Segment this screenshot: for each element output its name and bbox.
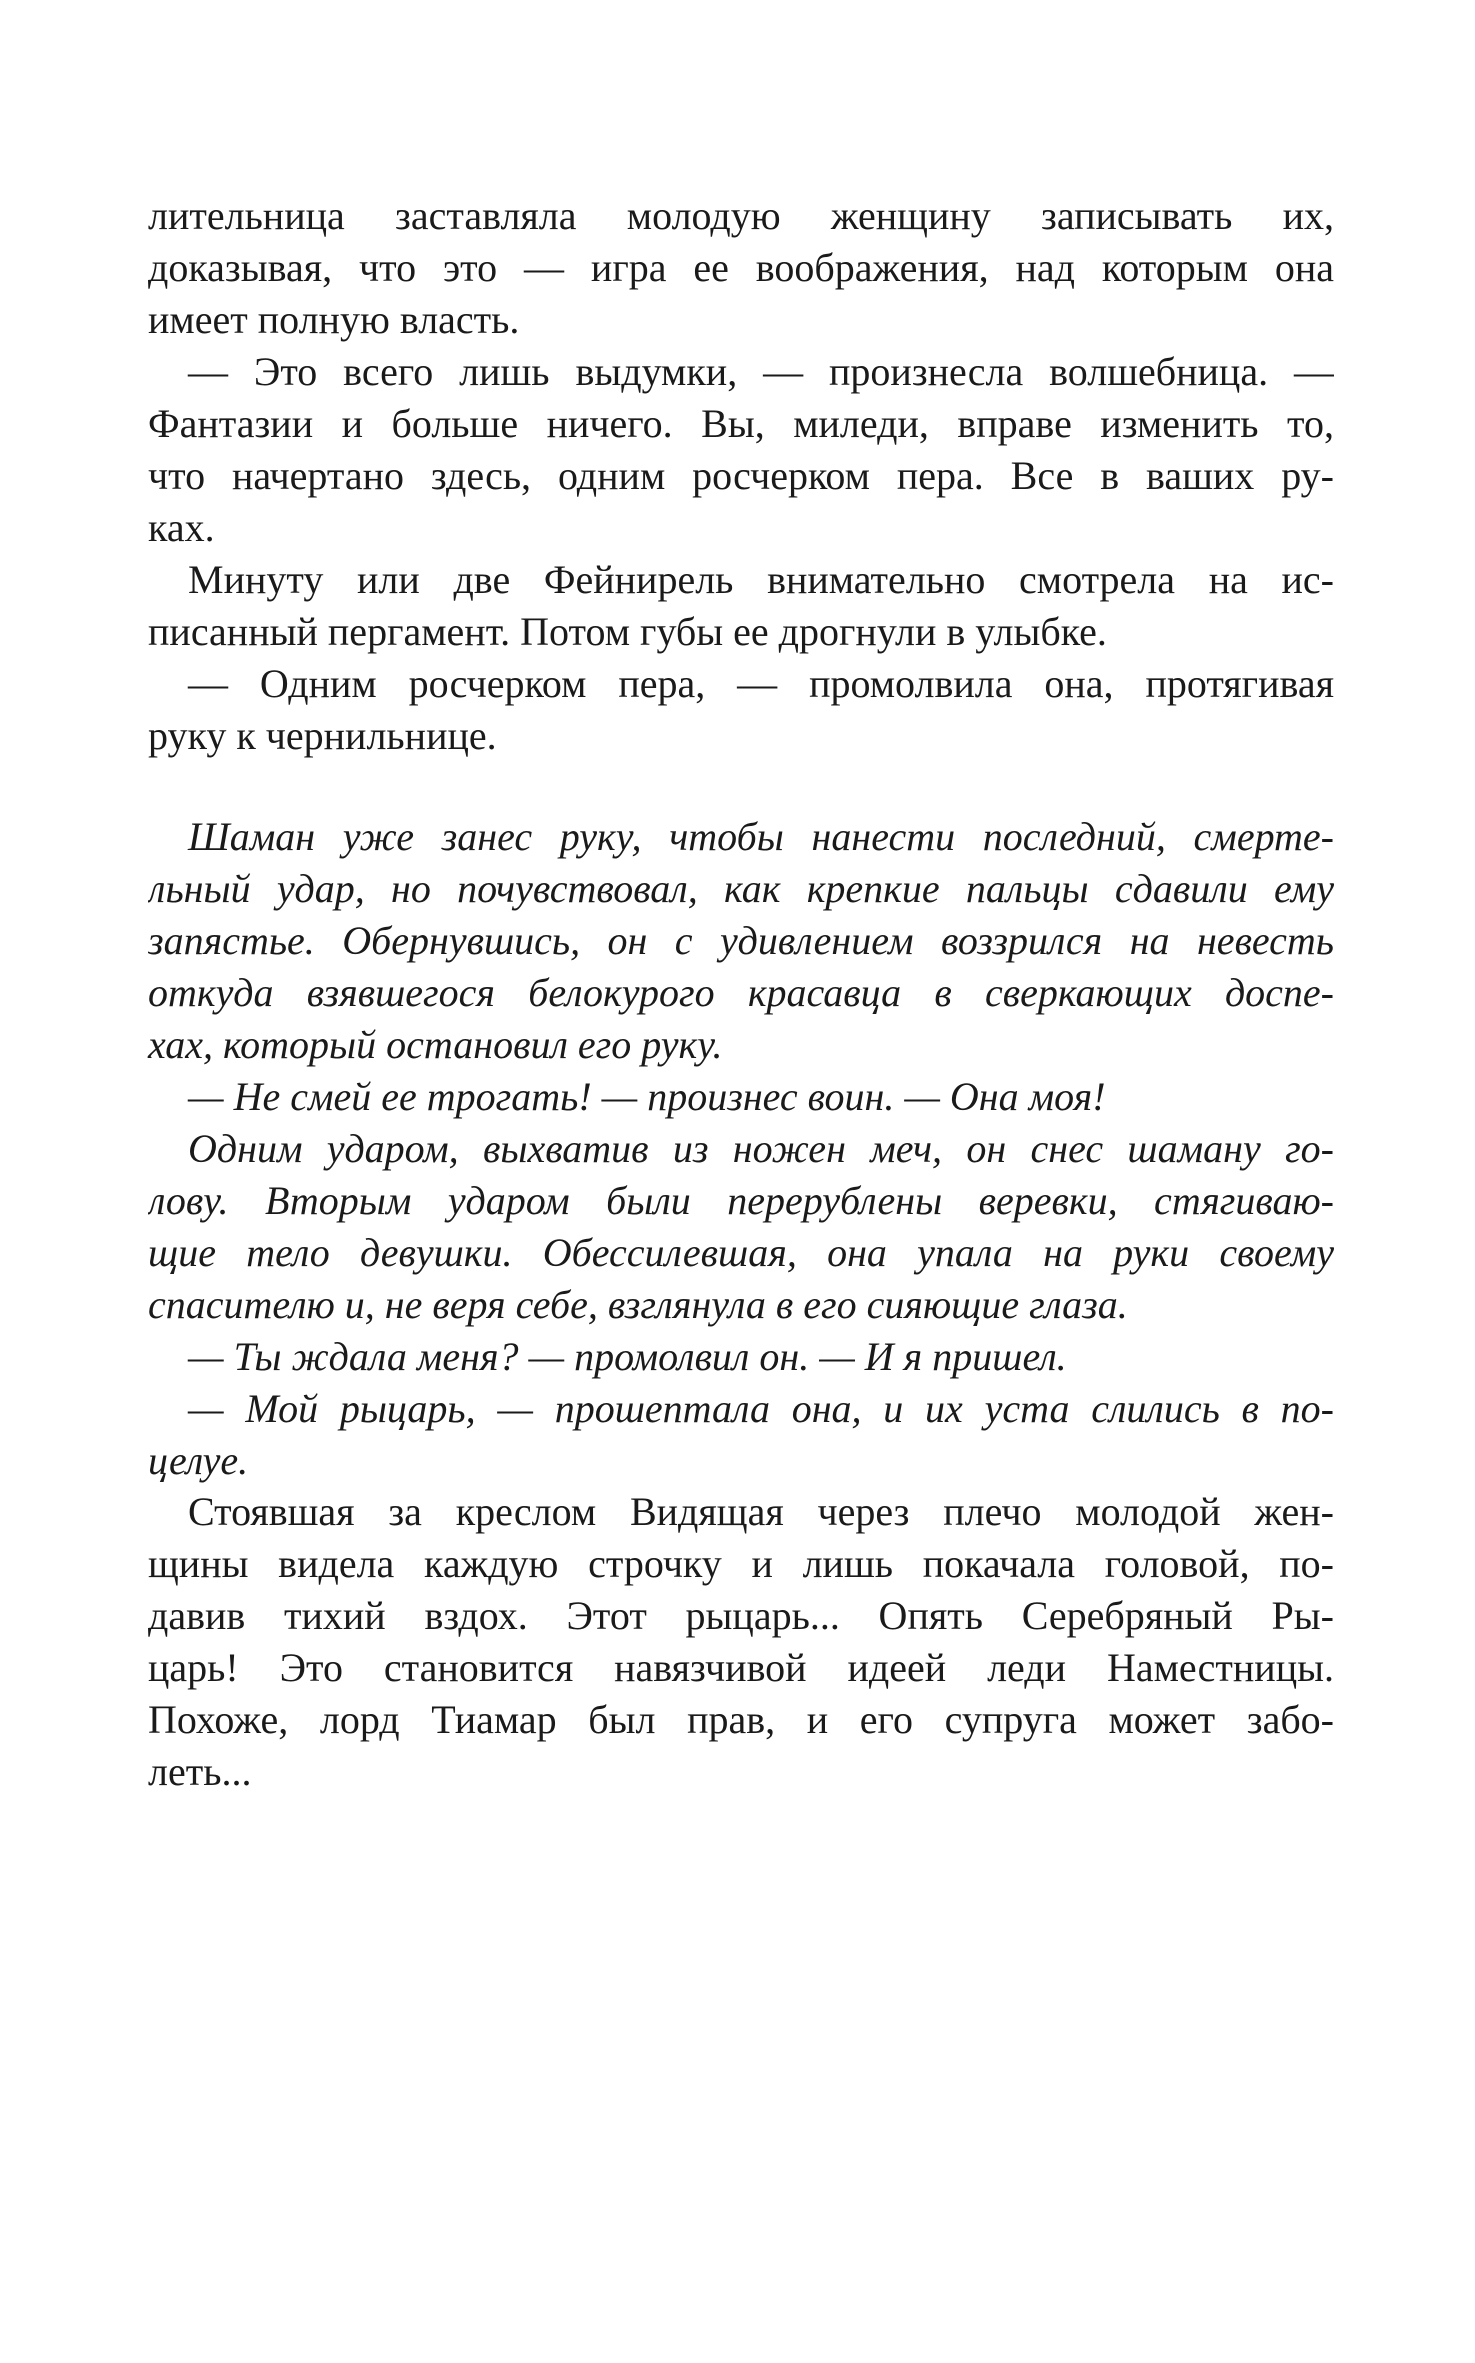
text-line: имеет полную власть. (148, 297, 520, 342)
paragraph-block-closing (148, 1486, 1334, 1798)
paragraph-block-italic-story (148, 811, 1334, 1487)
text-line: лительница заставляла молодую женщину записывать их, (148, 193, 1334, 238)
text-line: хах, который остановил его руку. (148, 1022, 723, 1067)
text-line: — Одним росчерком пера, — промолвила она, протягивая (188, 661, 1334, 706)
text-line: лову. Вторым ударом были перерублены веревки, стягиваю- (148, 1178, 1334, 1223)
text-line: Фантазии и больше ничего. Вы, миледи, вправе изменить то, (148, 401, 1334, 446)
text-line: льный удар, но почувствовал, как крепкие пальцы сдавили ему (148, 866, 1334, 911)
text-line: ках. (148, 505, 215, 550)
text-line: откуда взявшегося белокурого красавца в сверкающих доспе- (148, 970, 1334, 1015)
text-line: целуе. (148, 1438, 249, 1483)
text-line: — Ты ждала меня? — промолвил он. — И я пришел. (188, 1334, 1067, 1379)
text-line: Минуту или две Фейнирель внимательно смотрела на ис- (188, 557, 1334, 602)
text-line: что начертано здесь, одним росчерком пера. Все в ваших ру- (148, 453, 1334, 498)
text-line: — Мой рыцарь, — прошептала она, и их уста слились в по- (188, 1386, 1334, 1431)
text-line: щины видела каждую строчку и лишь покачала головой, по- (148, 1541, 1334, 1586)
text-line: — Не смей ее трогать! — произнес воин. — Она моя! (188, 1074, 1106, 1119)
text-line: — Это всего лишь выдумки, — произнесла волшебница. — (188, 349, 1334, 394)
text-line: давив тихий вздох. Этот рыцарь... Опять Серебряный Ры- (148, 1593, 1334, 1638)
text-line: Похоже, лорд Тиамар был прав, и его супруга может забо- (148, 1697, 1334, 1742)
text-line: Стоявшая за креслом Видящая через плечо молодой жен- (188, 1489, 1334, 1534)
text-line: царь! Это становится навязчивой идеей леди Наместницы. (148, 1645, 1334, 1690)
text-line: руку к чернильнице. (148, 713, 497, 758)
text-line: спасителю и, не веря себе, взглянула в его сияющие глаза. (148, 1282, 1128, 1327)
text-line: писанный пергамент. Потом губы ее дрогнули в улыбке. (148, 609, 1107, 654)
text-line: запястье. Обернувшись, он с удивлением воззрился на невесть (148, 918, 1334, 963)
paragraph-block-narration (148, 190, 1334, 762)
text-line: Шаман уже занес руку, чтобы нанести последний, смерте- (188, 814, 1334, 859)
text-line: доказывая, что это — игра ее воображения, над которым она (148, 245, 1334, 290)
text-line: щие тело девушки. Обессилевшая, она упала на руки своему (148, 1230, 1334, 1275)
text-line: леть... (148, 1749, 252, 1794)
text-line: Одним ударом, выхватив из ножен меч, он снес шаману го- (188, 1126, 1334, 1171)
